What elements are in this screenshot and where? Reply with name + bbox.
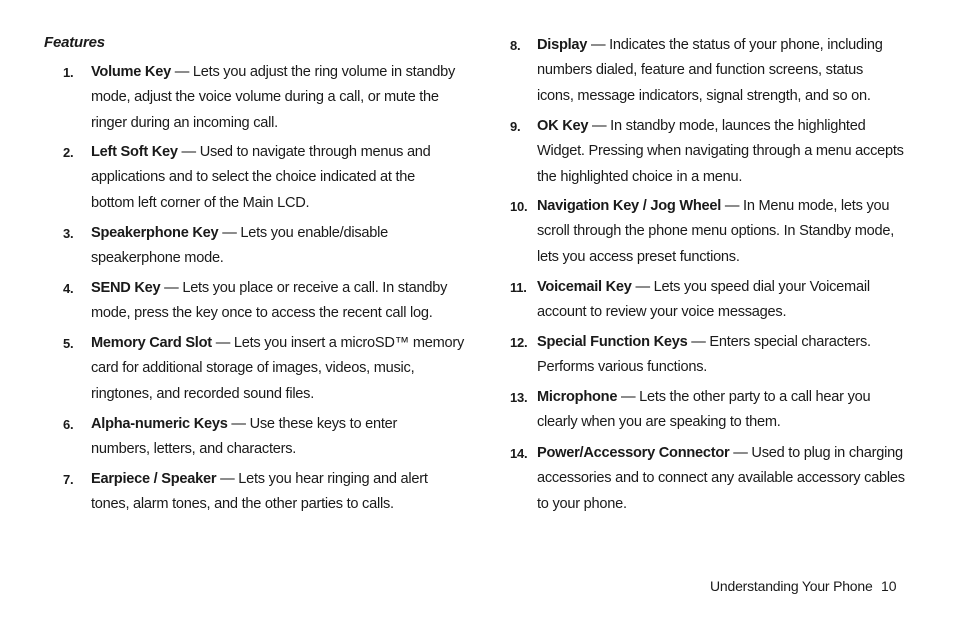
item-number: 10. bbox=[510, 199, 528, 214]
item-description: accessories and to connect any available accessory cables bbox=[537, 470, 905, 487]
item-description: tones, alarm tones, and the other parties to calls. bbox=[91, 496, 394, 513]
item-text bbox=[91, 276, 461, 327]
item-line bbox=[91, 140, 461, 165]
item-description: Used to plug in charging bbox=[751, 445, 903, 461]
item-description: In standby mode, launces the highlighted bbox=[610, 118, 866, 134]
item-description: Use these keys to enter bbox=[249, 416, 398, 432]
footer-section-label: Understanding Your Phone bbox=[710, 578, 873, 594]
item-text bbox=[91, 60, 461, 136]
item-title: Special Function Keys bbox=[537, 334, 688, 350]
item-line bbox=[537, 355, 907, 380]
item-text bbox=[91, 331, 465, 407]
item-separator: — bbox=[617, 389, 640, 405]
item-number: 5. bbox=[63, 336, 74, 351]
item-text bbox=[91, 467, 461, 518]
item-line bbox=[91, 221, 461, 246]
item-separator: — bbox=[631, 279, 654, 295]
item-line bbox=[91, 331, 465, 356]
item-separator: — bbox=[170, 64, 193, 80]
item-title: Earpiece / Speaker bbox=[91, 471, 217, 487]
item-description: Lets you insert a microSD™ memory bbox=[233, 335, 465, 351]
item-separator: — bbox=[588, 118, 611, 134]
item-line bbox=[537, 165, 907, 190]
item-number: 4. bbox=[63, 281, 74, 296]
item-text bbox=[537, 441, 907, 517]
item-line bbox=[537, 492, 907, 517]
item-description: Lets you enable/disable bbox=[240, 225, 388, 241]
item-text bbox=[91, 140, 461, 216]
item-description: In Menu mode, lets you bbox=[743, 198, 890, 214]
item-description: to your phone. bbox=[537, 495, 627, 512]
item-line bbox=[91, 467, 461, 492]
item-line bbox=[537, 84, 907, 109]
item-line bbox=[91, 246, 461, 271]
item-line bbox=[91, 60, 461, 85]
item-description: mode, press the key once to access the recent call log. bbox=[91, 305, 433, 322]
item-separator: — bbox=[211, 335, 234, 351]
item-line bbox=[91, 301, 461, 326]
item-line bbox=[91, 276, 461, 301]
item-description: numbers dialed, feature and function screens, status bbox=[537, 62, 864, 79]
item-number: 2. bbox=[63, 145, 74, 160]
item-text bbox=[537, 385, 907, 436]
section-heading: Features bbox=[44, 34, 105, 51]
item-line bbox=[537, 385, 907, 410]
item-text bbox=[537, 194, 907, 270]
item-line bbox=[537, 219, 907, 244]
item-line bbox=[91, 492, 461, 517]
item-line bbox=[537, 466, 907, 491]
item-title: Power/Accessory Connector bbox=[537, 445, 730, 461]
item-number: 12. bbox=[510, 335, 528, 350]
item-separator: — bbox=[227, 416, 250, 432]
item-title: Navigation Key / Jog Wheel bbox=[537, 198, 722, 214]
item-title: OK Key bbox=[537, 118, 589, 134]
item-description: applications and to select the choice indicated at the bbox=[91, 169, 416, 186]
item-line bbox=[91, 191, 461, 216]
item-description: bottom left corner of the Main LCD. bbox=[91, 194, 310, 211]
item-text bbox=[537, 330, 907, 381]
item-line bbox=[537, 194, 907, 219]
item-title: Left Soft Key bbox=[91, 144, 178, 160]
item-description: mode, adjust the voice volume during a call, or mute the bbox=[91, 89, 439, 106]
item-separator: — bbox=[177, 144, 200, 160]
item-number: 1. bbox=[63, 65, 74, 80]
item-title: SEND Key bbox=[91, 280, 161, 296]
page-number: 10 bbox=[881, 578, 897, 594]
item-description: Widget. Pressing when navigating through a menu accepts bbox=[537, 143, 904, 160]
item-description: Lets the other party to a call hear you bbox=[639, 389, 871, 405]
item-description: scroll through the phone menu options. In Standby mode, bbox=[537, 223, 895, 240]
item-title: Memory Card Slot bbox=[91, 335, 212, 351]
item-number: 8. bbox=[510, 38, 521, 53]
item-line bbox=[91, 382, 461, 407]
item-number: 7. bbox=[63, 472, 74, 487]
item-title: Volume Key bbox=[91, 64, 171, 80]
item-text bbox=[537, 275, 907, 326]
item-separator: — bbox=[160, 280, 183, 296]
item-line bbox=[537, 114, 907, 139]
item-description: lets you access preset functions. bbox=[537, 248, 740, 265]
item-line bbox=[91, 85, 461, 110]
item-separator: — bbox=[587, 37, 610, 53]
item-line bbox=[537, 33, 907, 58]
item-description: icons, message indicators, signal strength, and so on. bbox=[537, 87, 871, 104]
item-description: speakerphone mode. bbox=[91, 250, 224, 267]
item-line bbox=[537, 139, 907, 164]
item-description: Used to navigate through menus and bbox=[199, 144, 431, 160]
item-title: Alpha-numeric Keys bbox=[91, 416, 228, 432]
item-line bbox=[537, 300, 907, 325]
item-description: Indicates the status of your phone, including bbox=[609, 37, 883, 53]
item-text bbox=[91, 221, 461, 272]
item-description: Performs various functions. bbox=[537, 359, 708, 376]
item-text bbox=[537, 33, 907, 109]
item-description: clearly when you are speaking to them. bbox=[537, 414, 781, 431]
item-line bbox=[91, 356, 461, 381]
item-description: Lets you hear ringing and alert bbox=[238, 471, 428, 487]
item-line bbox=[91, 412, 461, 437]
item-number: 11. bbox=[510, 280, 527, 295]
item-line bbox=[537, 410, 907, 435]
item-description: Lets you place or receive a call. In standby bbox=[182, 280, 448, 296]
item-description: Lets you adjust the ring volume in standby bbox=[192, 64, 455, 80]
item-line bbox=[91, 165, 461, 190]
item-line bbox=[537, 441, 907, 466]
item-separator: — bbox=[729, 445, 752, 461]
item-description: numbers, letters, and characters. bbox=[91, 441, 297, 458]
item-line bbox=[537, 58, 907, 83]
item-line bbox=[91, 111, 461, 136]
item-separator: — bbox=[721, 198, 744, 214]
item-description: ringtones, and recorded sound files. bbox=[91, 385, 315, 402]
item-separator: — bbox=[218, 225, 241, 241]
item-description: card for additional storage of images, videos, music, bbox=[91, 360, 415, 377]
item-description: Lets you speed dial your Voicemail bbox=[653, 279, 870, 295]
item-number: 13. bbox=[510, 390, 528, 405]
item-description: Enters special characters. bbox=[709, 334, 871, 350]
item-separator: — bbox=[216, 471, 239, 487]
item-separator: — bbox=[687, 334, 710, 350]
item-title: Display bbox=[537, 37, 588, 53]
item-title: Speakerphone Key bbox=[91, 225, 219, 241]
item-description: account to review your voice messages. bbox=[537, 304, 787, 321]
item-number: 14. bbox=[510, 446, 528, 461]
item-number: 9. bbox=[510, 119, 521, 134]
item-number: 6. bbox=[63, 417, 74, 432]
item-line bbox=[537, 275, 907, 300]
item-title: Microphone bbox=[537, 389, 618, 405]
item-line bbox=[537, 330, 907, 355]
item-text bbox=[91, 412, 461, 463]
item-text bbox=[537, 114, 907, 190]
item-description: ringer during an incoming call. bbox=[91, 114, 278, 131]
item-number: 3. bbox=[63, 226, 74, 241]
item-line bbox=[537, 245, 907, 270]
item-title: Voicemail Key bbox=[537, 279, 632, 295]
item-description: the highlighted choice in a menu. bbox=[537, 168, 743, 185]
item-line bbox=[91, 437, 461, 462]
